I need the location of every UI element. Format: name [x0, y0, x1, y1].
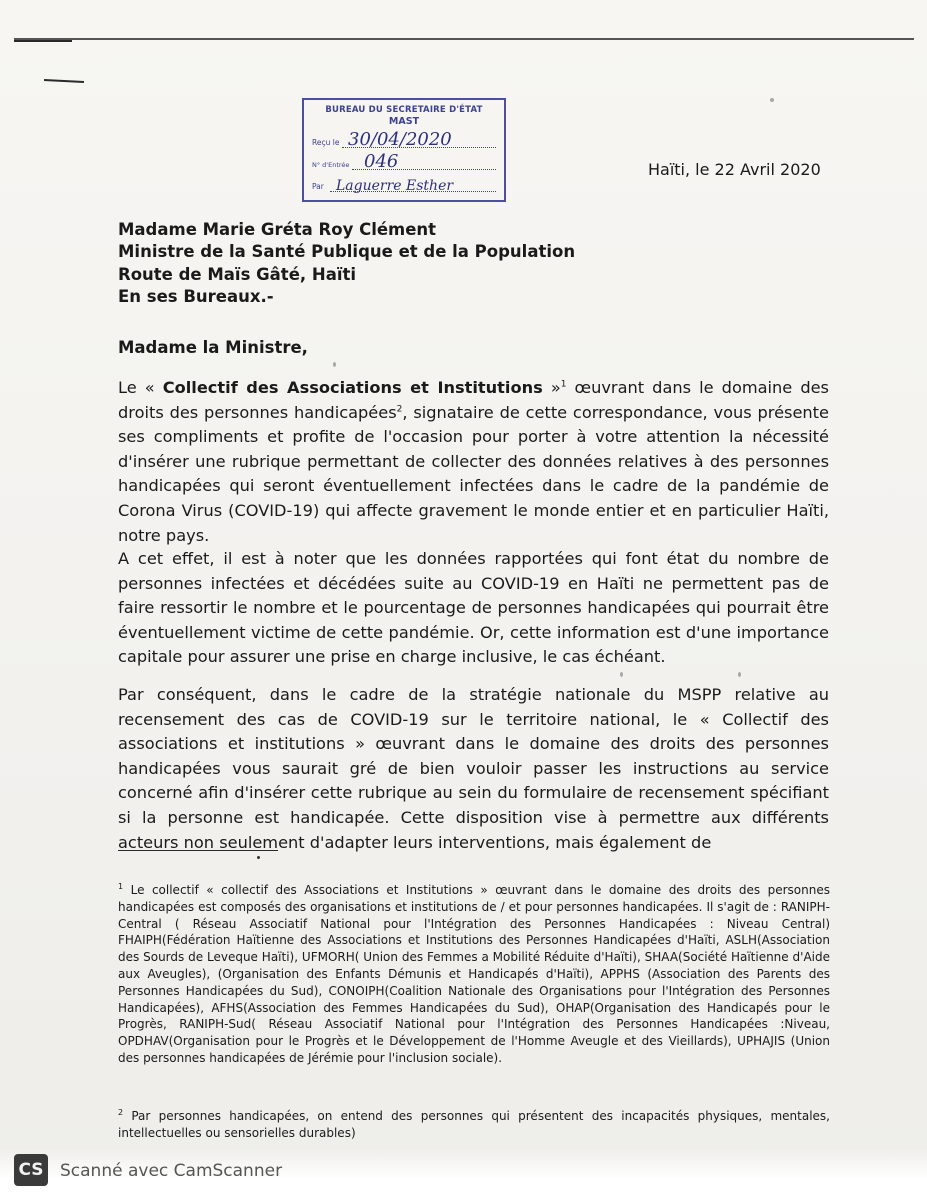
stamp-number-row: [312, 152, 496, 172]
p1-rest: , signataire de cette correspondance, vous présente ses compliments et profite de l'occasion pour porter à votre attention la nécessité d'insérer une rubrique permettant de collecter des données relatives à des personnes handicapées qui seront éventuellement infectées dans le cadre de la pandémie de Corona Virus (COVID-19) qui affecte gravement le monde entier et en particulier Haïti, notre pays.: [118, 402, 829, 545]
stamp-by-value: Laguerre Esther: [336, 178, 454, 194]
footnote-ref-1: 1: [560, 379, 567, 390]
scan-speck: [333, 362, 336, 367]
scan-speck: [257, 856, 260, 859]
scan-speck: [620, 672, 623, 677]
camscanner-logo-icon: CS: [14, 1154, 48, 1186]
paragraph-3: Par conséquent, dans le cadre de la stratégie nationale du MSPP relative au recensement des cas de COVID-19 sur le territoire national, le « Collectif des associations et institutions » œuvrant dans le domaine des droits des personnes handicapées vous saurait gré de bien vouloir passer les instructions au service concerné afin d'insérer cette rubrique au sein du formulaire de recensement spécifiant si la personne est handicapée. Cette disposition vise à permettre aux différents acteurs non seulement d'adapter leurs interventions, mais également de: [118, 685, 829, 852]
scan-speck: [738, 672, 741, 677]
recipient-address: [118, 219, 575, 308]
footnote-1-number: 1: [118, 882, 124, 891]
p1-intro: Le «: [118, 378, 163, 397]
paragraph-2: A cet effet, il est à noter que les données rapportées qui font état du nombre de personnes infectées et décédées suite au COVID-19 en Haïti ne permettent pas de faire ressortir le nombre et le pourcentage de personnes handicapées qui pourrait être éventuellement victime de cette pandémie. Or, cette information est d'une importance capitale pour assurer une prise en charge inclusive, le cas échéant.: [118, 549, 829, 667]
p1-close-quote: »: [542, 378, 561, 397]
margin-mark: [44, 79, 84, 83]
recipient-name: Madame Marie Gréta Roy Clément: [118, 220, 437, 239]
stamp-by-label: Par: [312, 182, 324, 191]
stamp-number-value: 046: [364, 151, 399, 172]
p1-mid: œuvrant dans le domaine des droits des personnes handicapées: [118, 378, 829, 422]
footnote-separator: [118, 850, 278, 851]
footnote-2-text: Par personnes handicapées, on entend des personnes qui présentent des incapacités physiques, mentales, intellectuelles ou sensorielles durables): [118, 1109, 830, 1140]
stamp-received-row: [312, 130, 496, 150]
footnote-1: [118, 882, 830, 1067]
letter-date: Haïti, le 22 Avril 2020: [648, 160, 821, 179]
recipient-office: En ses Bureaux.-: [118, 286, 274, 306]
stamp-org: MAST: [388, 116, 420, 127]
camscanner-label: Scanné avec CamScanner: [60, 1161, 283, 1181]
top-edge-mark-short: [14, 40, 72, 42]
scan-speck: [770, 98, 774, 102]
reception-stamp: [302, 98, 506, 202]
stamp-title: BUREAU DU SECRETAIRE D'ÉTAT: [325, 105, 483, 115]
p1-collective-name: Collectif des Associations et Institutions: [162, 378, 543, 397]
footnote-1-text: Le collectif « collectif des Associations et Institutions » œuvrant dans le domaine des droits des personnes handicapées est composés des organisations et institutions de / et pour personnes handicapées. Il s'agit de : RANIPH-Central ( Réseau Associatif National pour l'Intégration des Personnes Handicapées : Niveau Central) FHAIPH(Fédération Haïtienne des Associations et Institutions des Personnes Handicapées d'Haïti, ASLH(Association des Sourds de Leveque Haïti), UFMORH( Union des Femmes a Mobilité Réduite d'Haïti), SHAA(Société Haïtienne d'Aide aux Aveugles), (Organisation des Enfants Démunis et Handicapés d'Haïti), APPHS (Association des Parents des Personnes Handicapées du Sud), CONOIPH(Coalition Nationale des Organisations pour l'Intégration des Personnes Handicapées), AFHS(Association des Femmes Handicapées du Sud), OHAP(Organisation des Handicapés pour le Progrès, RANIPH-Sud( Réseau Associatif National pour l'Intégration des Personnes Handicapées :Niveau, OPDHAV(Organisation pour le Progrès et le Développement de l'Homme Aveugle et des Vieillards), UPHAJIS (Union des personnes handicapées de Jérémie pour l'inclusion sociale).: [118, 883, 830, 1065]
paragraph-1: [118, 376, 829, 548]
footnote-2-number: 2: [118, 1108, 124, 1117]
salutation: Madame la Ministre,: [118, 338, 308, 357]
recipient-title: Ministre de la Santé Publique et de la Population: [118, 242, 576, 262]
stamp-number-label: N° d'Entrée: [312, 161, 350, 169]
stamp-by-row: [312, 174, 496, 194]
footnote-ref-2: 2: [396, 404, 403, 415]
stamp-received-value: 30/04/2020: [348, 129, 452, 150]
recipient-street: Route de Maïs Gâté, Haïti: [118, 264, 357, 284]
top-edge-mark: [14, 38, 914, 40]
footnote-2: [118, 1108, 830, 1142]
stamp-received-label: Reçu le: [312, 138, 340, 147]
